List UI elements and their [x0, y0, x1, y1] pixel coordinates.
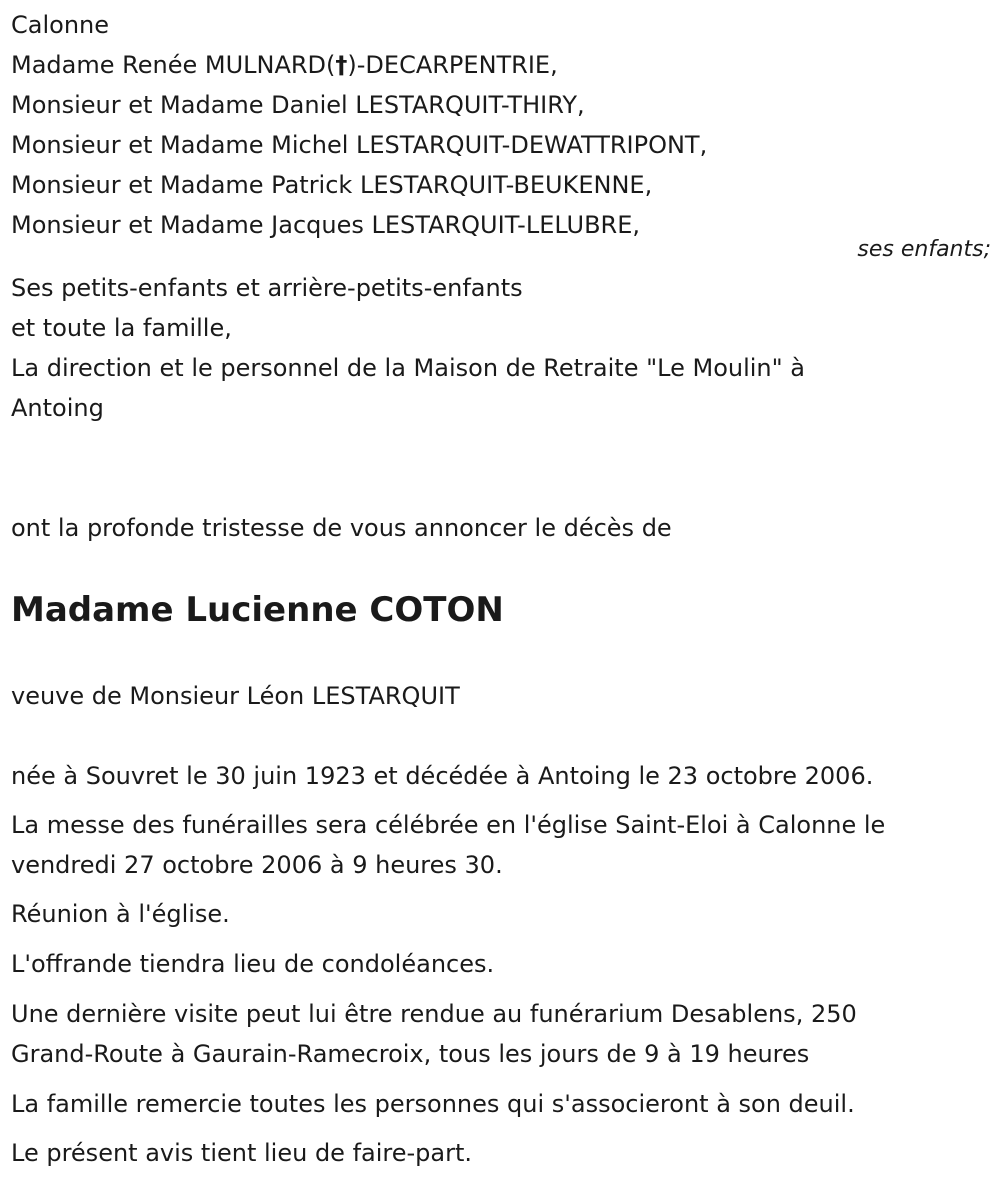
- others-line-2: et toute la famille,: [11, 314, 232, 342]
- offering-line: L'offrande tiendra lieu de condoléances.: [11, 950, 495, 978]
- mass-line-1: La messe des funérailles sera célébrée en l'église Saint-Eloi à Calonne le: [11, 811, 886, 839]
- family-line-1: [11, 45, 558, 85]
- family-line-2: Monsieur et Madame Daniel LESTARQUIT-THIRY,: [11, 91, 585, 119]
- deceased-cross-symbol: †: [335, 51, 348, 79]
- meeting-line: Réunion à l'église.: [11, 900, 230, 928]
- family-line-3: Monsieur et Madame Michel LESTARQUIT-DEWATTRIPONT,: [11, 131, 708, 159]
- others-line-1: Ses petits-enfants et arrière-petits-enfants: [11, 274, 523, 302]
- family-line-4: Monsieur et Madame Patrick LESTARQUIT-BEUKENNE,: [11, 171, 653, 199]
- children-label: ses enfants;: [857, 237, 991, 262]
- notice-line: Le présent avis tient lieu de faire-part.: [11, 1139, 473, 1167]
- family-line-1-suffix: )-DECARPENTRIE,: [347, 51, 558, 79]
- family-line-5: Monsieur et Madame Jacques LESTARQUIT-LELUBRE,: [11, 211, 641, 239]
- others-line-4: Antoing: [11, 394, 104, 422]
- location-line: Calonne: [11, 11, 110, 39]
- thanks-line: La famille remercie toutes les personnes qui s'associeront à son deuil.: [11, 1090, 855, 1118]
- mass-line-2: vendredi 27 octobre 2006 à 9 heures 30.: [11, 851, 503, 879]
- announcement-intro: ont la profonde tristesse de vous annoncer le décès de: [11, 514, 672, 542]
- birth-death-line: née à Souvret le 30 juin 1923 et décédée à Antoing le 23 octobre 2006.: [11, 762, 874, 790]
- widow-of-line: veuve de Monsieur Léon LESTARQUIT: [11, 682, 460, 710]
- deceased-name: Madame Lucienne COTON: [11, 590, 504, 630]
- visit-line-2: Grand-Route à Gaurain-Ramecroix, tous les jours de 9 à 19 heures: [11, 1040, 810, 1068]
- visit-line-1: Une dernière visite peut lui être rendue au funérarium Desablens, 250: [11, 1000, 857, 1028]
- family-line-1-prefix: Madame Renée MULNARD(: [11, 51, 336, 79]
- others-line-3: La direction et le personnel de la Maison de Retraite "Le Moulin" à: [11, 354, 806, 382]
